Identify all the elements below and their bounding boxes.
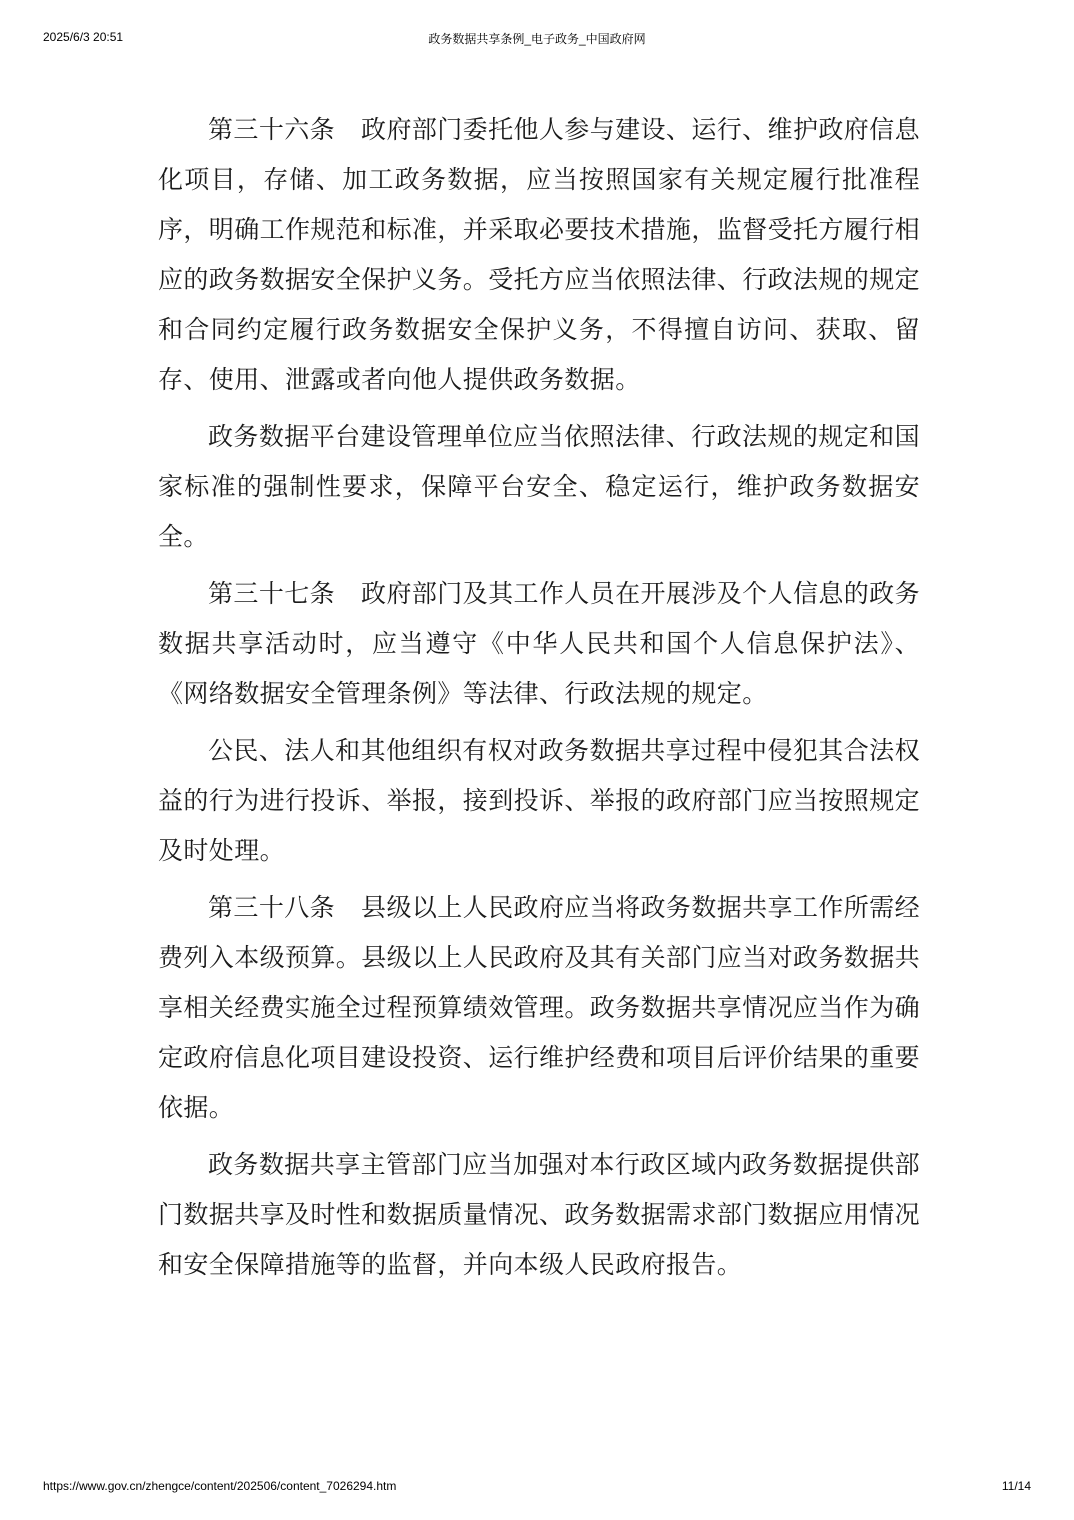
paragraph-article-36-clause-2 — [158, 412, 920, 562]
paragraph-article-36 — [158, 105, 920, 405]
paragraph-article-38 — [158, 883, 920, 1133]
paragraph-text: 政府部门委托他人参与建设、运行、维护政府信息化项目，存储、加工政务数据，应当按照国家有关规定履行批准程序，明确工作规范和标准，并采取必要技术措施，监督受托方履行相应的政务数据安全保护义务。受托方应当依照法律、行政法规的规定和合同约定履行政务数据安全保护义务，不得擅自访问、获取、留存、使用、泄露或者向他人提供政务数据。 — [158, 115, 921, 394]
print-footer — [0, 1479, 1074, 1497]
article-body — [158, 105, 920, 1290]
print-datetime: 2025/6/3 20:51 — [43, 30, 124, 44]
article-number: 第三十八条 — [208, 893, 336, 922]
paragraph-article-37 — [158, 569, 920, 719]
page-url: https://www.gov.cn/zhengce/content/202506/content_7026294.htm — [43, 1479, 397, 1493]
paragraph-text: 政务数据平台建设管理单位应当依照法律、行政法规的规定和国家标准的强制性要求，保障平台安全、稳定运行，维护政务数据安全。 — [158, 422, 920, 551]
print-header — [0, 30, 1074, 48]
paragraph-article-37-clause-2 — [158, 726, 920, 876]
paragraph-text: 政务数据共享主管部门应当加强对本行政区域内政务数据提供部门数据共享及时性和数据质量情况、政务数据需求部门数据应用情况和安全保障措施等的监督，并向本级人民政府报告。 — [158, 1150, 921, 1279]
article-number: 第三十六条 — [208, 115, 336, 144]
article-number: 第三十七条 — [208, 579, 336, 608]
paragraph-article-38-clause-2 — [158, 1140, 920, 1290]
print-page-title: 政务数据共享条例_电子政务_中国政府网 — [428, 32, 646, 46]
paragraph-text: 公民、法人和其他组织有权对政务数据共享过程中侵犯其合法权益的行为进行投诉、举报，接到投诉、举报的政府部门应当按照规定及时处理。 — [158, 736, 921, 865]
paragraph-text: 政府部门及其工作人员在开展涉及个人信息的政务数据共享活动时，应当遵守《中华人民共和国个人信息保护法》、《网络数据安全管理条例》等法律、行政法规的规定。 — [158, 579, 920, 708]
page-counter: 11/14 — [1001, 1479, 1031, 1493]
paragraph-text: 县级以上人民政府应当将政务数据共享工作所需经费列入本级预算。县级以上人民政府及其有关部门应当对政务数据共享相关经费实施全过程预算绩效管理。政务数据共享情况应当作为确定政府信息化项目建设投资、运行维护经费和项目后评价结果的重要依据。 — [158, 893, 921, 1122]
